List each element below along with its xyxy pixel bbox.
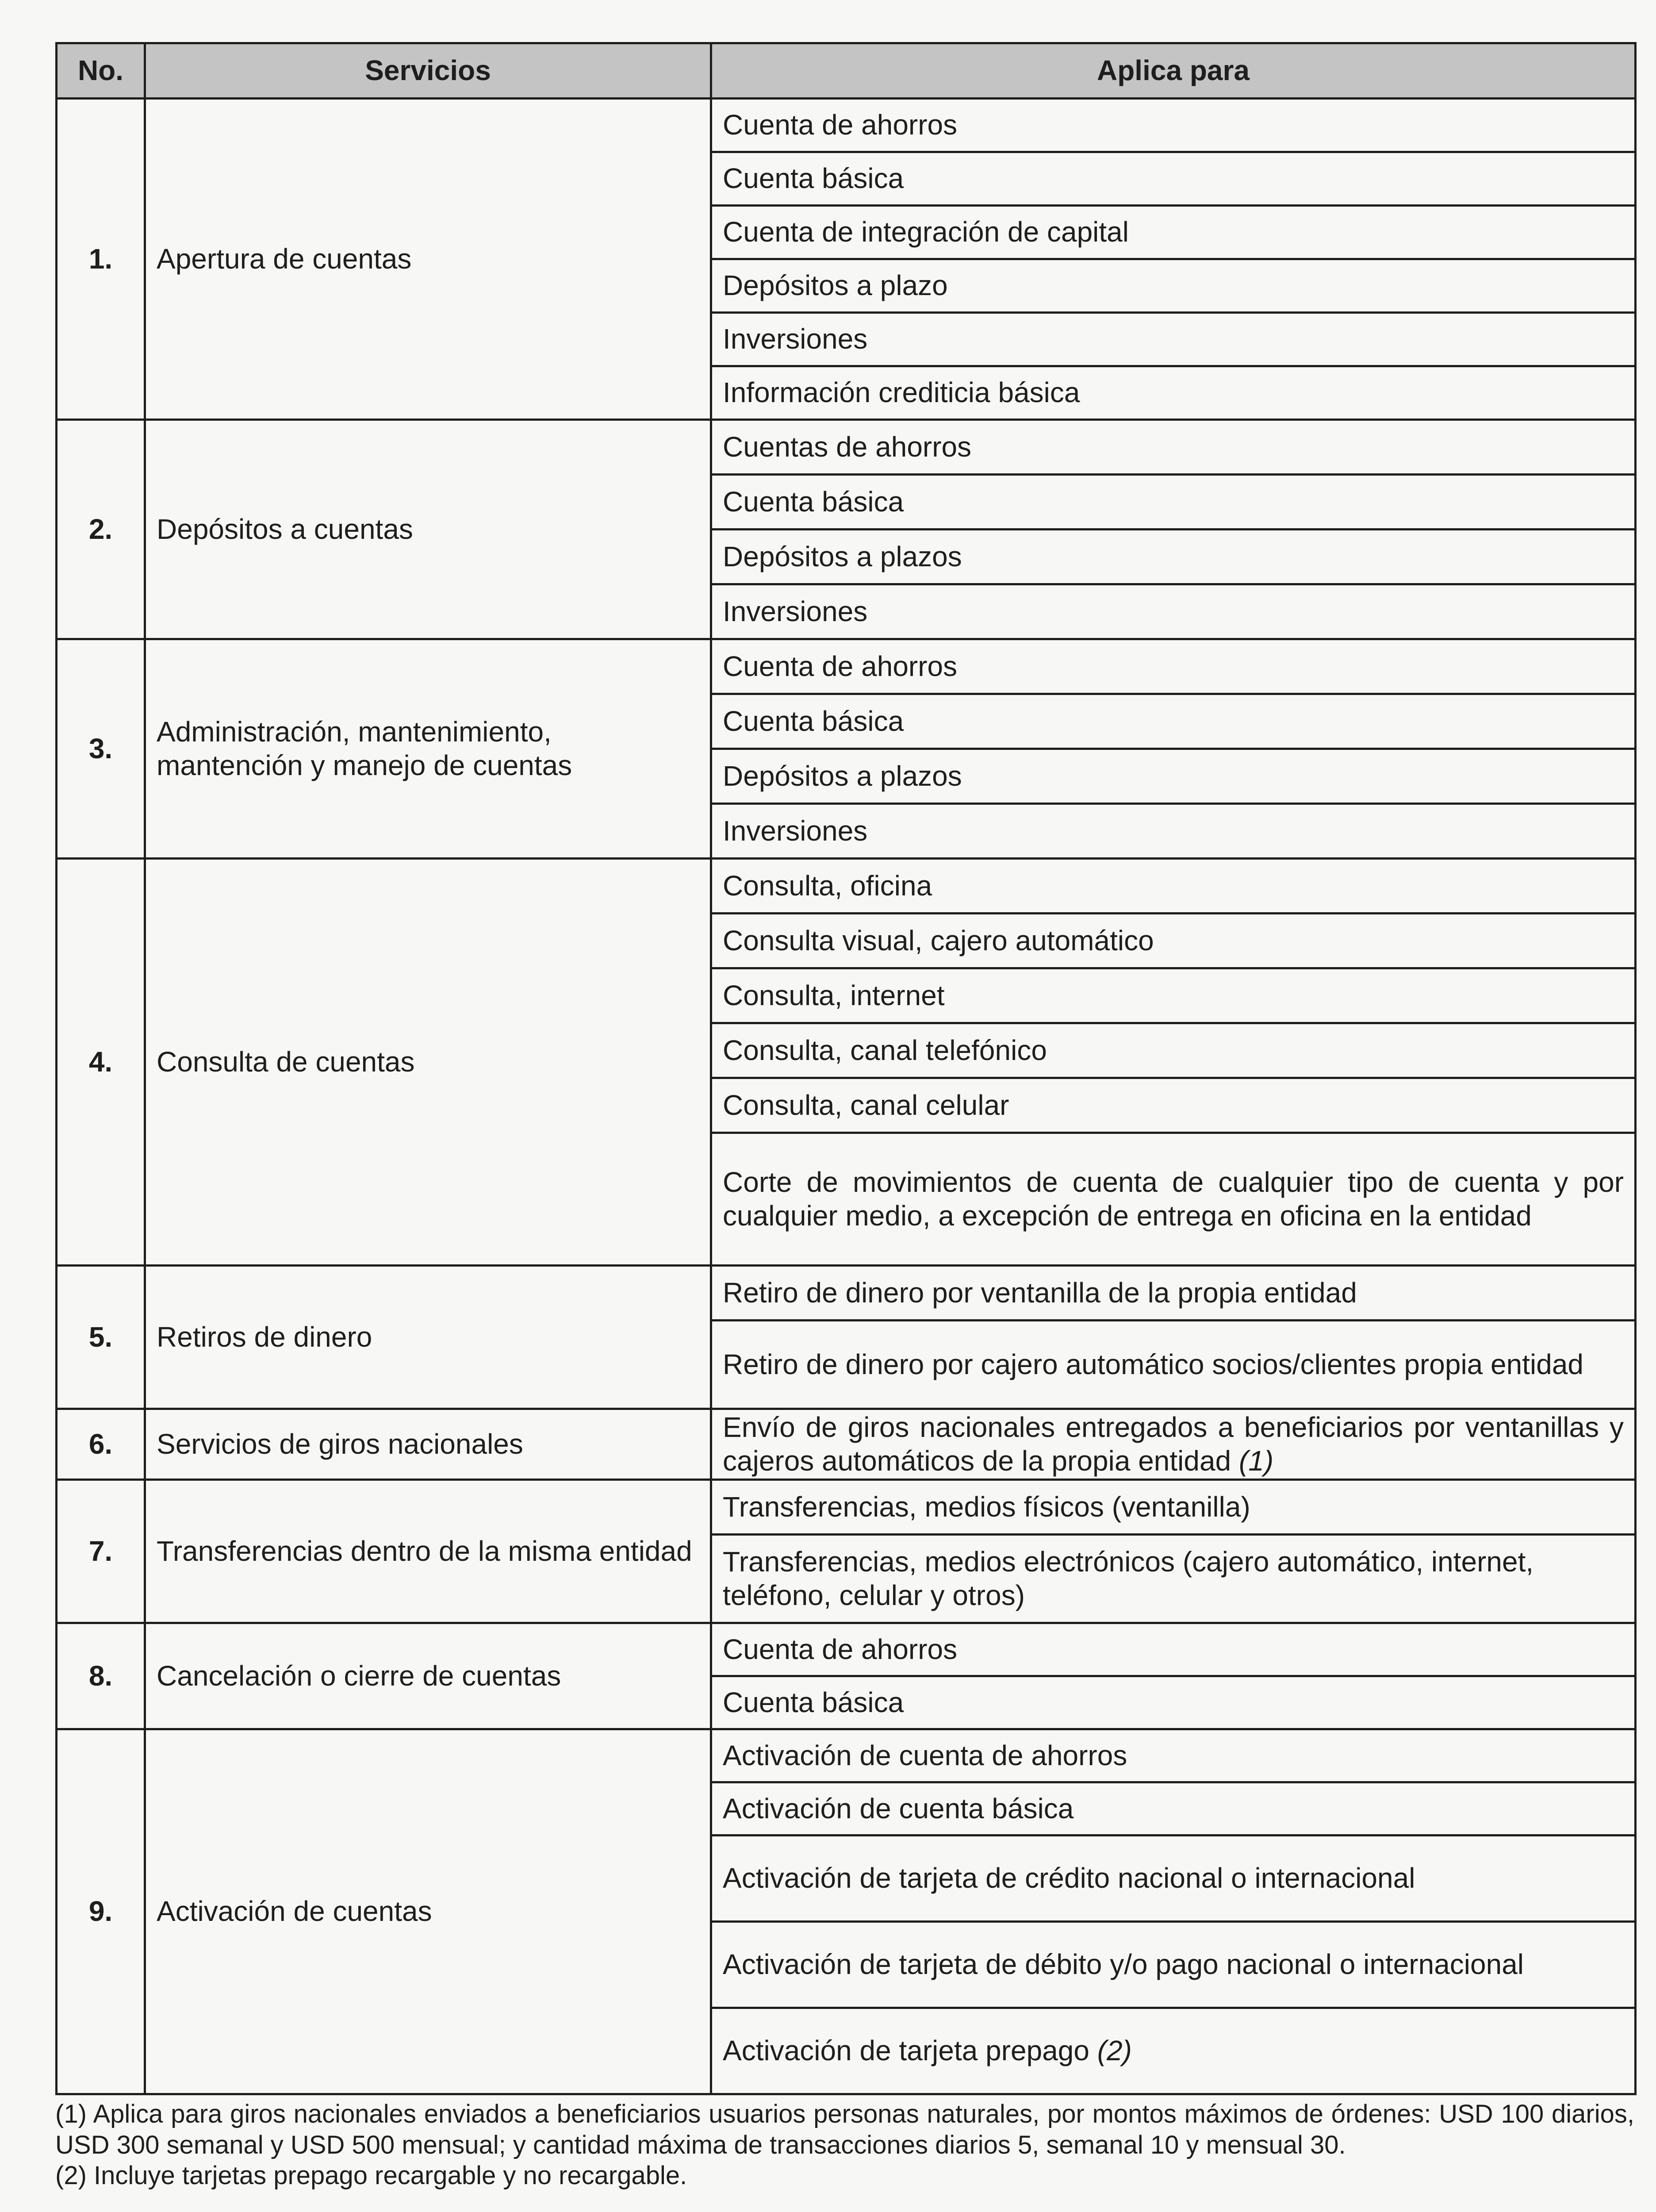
applies-to-item: Retiro de dinero por cajero automático socios/clientes propia entidad bbox=[711, 1321, 1636, 1409]
row-number: 5. bbox=[57, 1266, 145, 1409]
footnote-ref: (2) bbox=[1097, 2035, 1132, 2067]
applies-to-item: Cuenta de ahorros bbox=[711, 99, 1636, 152]
footnote-2: (2) Incluye tarjetas prepago recargable y no recargable. bbox=[55, 2161, 687, 2190]
row-number: 3. bbox=[57, 639, 145, 859]
header-servicios: Servicios bbox=[145, 43, 711, 99]
table-row bbox=[57, 859, 1636, 914]
applies-to-item: Inversiones bbox=[711, 313, 1636, 366]
applies-to-text: Activación de tarjeta prepago bbox=[723, 2035, 1089, 2067]
service-name: Servicios de giros nacionales bbox=[145, 1409, 711, 1480]
applies-to-item: Consulta visual, cajero automático bbox=[711, 914, 1636, 968]
applies-to-item: Corte de movimientos de cuenta de cualquier tipo de cuenta y por cualquier medio, a excepción de entrega en oficina en la entidad bbox=[711, 1133, 1636, 1266]
table-row bbox=[57, 1729, 1636, 1782]
table-row bbox=[57, 420, 1636, 475]
applies-to-item: Retiro de dinero por ventanilla de la propia entidad bbox=[711, 1266, 1636, 1321]
applies-to-item: Cuenta de integración de capital bbox=[711, 206, 1636, 259]
row-number: 9. bbox=[57, 1729, 145, 2094]
applies-to-item: Inversiones bbox=[711, 584, 1636, 639]
service-name: Cancelación o cierre de cuentas bbox=[145, 1623, 711, 1729]
applies-to-item: Transferencias, medios electrónicos (cajero automático, internet, teléfono, celular y otros) bbox=[711, 1535, 1636, 1623]
applies-to-item: Consulta, canal celular bbox=[711, 1078, 1636, 1133]
document-page bbox=[55, 42, 1634, 2191]
service-name: Consulta de cuentas bbox=[145, 859, 711, 1266]
footnotes bbox=[55, 2099, 1634, 2191]
table-row bbox=[57, 1266, 1636, 1321]
row-number: 4. bbox=[57, 859, 145, 1266]
applies-to-item: Información crediticia básica bbox=[711, 366, 1636, 420]
applies-to-item: Cuenta básica bbox=[711, 1676, 1636, 1729]
row-number: 2. bbox=[57, 420, 145, 639]
service-name: Apertura de cuentas bbox=[145, 99, 711, 420]
applies-to-item bbox=[711, 2008, 1636, 2094]
service-name: Depósitos a cuentas bbox=[145, 420, 711, 639]
applies-to-item: Consulta, internet bbox=[711, 968, 1636, 1023]
footnote-ref: (1) bbox=[1238, 1444, 1274, 1477]
applies-to-item: Cuenta de ahorros bbox=[711, 639, 1636, 694]
applies-to-item: Depósitos a plazo bbox=[711, 259, 1636, 313]
applies-to-item: Depósitos a plazos bbox=[711, 530, 1636, 584]
applies-to-item: Cuenta de ahorros bbox=[711, 1623, 1636, 1676]
applies-to-item: Activación de tarjeta de débito y/o pago nacional o internacional bbox=[711, 1922, 1636, 2008]
header-aplica-para: Aplica para bbox=[711, 43, 1636, 99]
applies-to-item: Consulta, canal telefónico bbox=[711, 1023, 1636, 1078]
row-number: 1. bbox=[57, 99, 145, 420]
table-row bbox=[57, 1623, 1636, 1676]
applies-to-item: Cuenta básica bbox=[711, 475, 1636, 530]
services-table bbox=[55, 42, 1637, 2095]
table-row bbox=[57, 1409, 1636, 1480]
row-number: 6. bbox=[57, 1409, 145, 1480]
applies-to-item: Activación de tarjeta de crédito nacional o internacional bbox=[711, 1836, 1636, 1922]
applies-to-item: Consulta, oficina bbox=[711, 859, 1636, 914]
applies-to-item bbox=[711, 1409, 1636, 1480]
service-name: Transferencias dentro de la misma entidad bbox=[145, 1480, 711, 1623]
table-row bbox=[57, 1480, 1636, 1535]
applies-to-item: Inversiones bbox=[711, 804, 1636, 859]
row-number: 7. bbox=[57, 1480, 145, 1623]
footnote-1: (1) Aplica para giros nacionales enviados a beneficiarios usuarios personas naturales, por montos máximos de órdenes: USD 100 diarios, USD 300 semanal y USD 500 mensual; y cantidad máxima de transacciones diarios 5, semanal 10 y mensual 30. bbox=[55, 2100, 1634, 2159]
applies-to-text: Envío de giros nacionales entregados a beneficiarios por ventanillas y cajeros automáticos de la propia entidad bbox=[723, 1411, 1624, 1477]
table-row bbox=[57, 639, 1636, 694]
service-name: Activación de cuentas bbox=[145, 1729, 711, 2094]
applies-to-item: Cuentas de ahorros bbox=[711, 420, 1636, 475]
service-name: Administración, mantenimiento, mantención y manejo de cuentas bbox=[145, 639, 711, 859]
applies-to-item: Cuenta básica bbox=[711, 694, 1636, 749]
applies-to-item: Transferencias, medios físicos (ventanilla) bbox=[711, 1480, 1636, 1535]
row-number: 8. bbox=[57, 1623, 145, 1729]
table-header-row bbox=[57, 43, 1636, 99]
applies-to-item: Depósitos a plazos bbox=[711, 749, 1636, 804]
header-no: No. bbox=[57, 43, 145, 99]
service-name: Retiros de dinero bbox=[145, 1266, 711, 1409]
applies-to-item: Cuenta básica bbox=[711, 152, 1636, 206]
applies-to-item: Activación de cuenta básica bbox=[711, 1782, 1636, 1836]
applies-to-item: Activación de cuenta de ahorros bbox=[711, 1729, 1636, 1782]
table-row bbox=[57, 99, 1636, 152]
